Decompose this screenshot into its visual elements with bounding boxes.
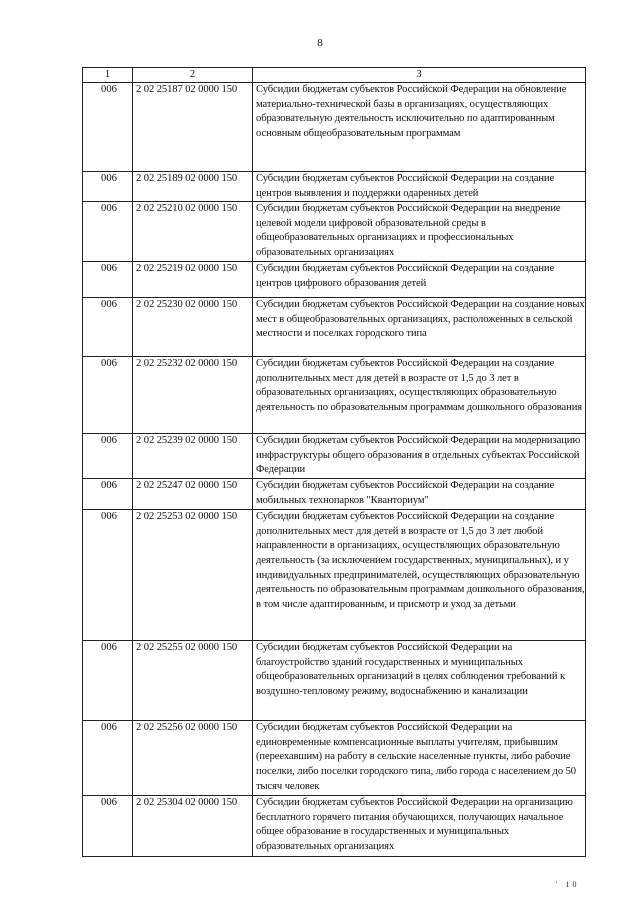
- page-number: 8: [317, 37, 323, 49]
- table-row: [83, 202, 586, 262]
- table-row: [83, 721, 586, 796]
- table-row: [83, 479, 586, 510]
- budget-code-cell: 2 02 25187 02 0000 150: [133, 83, 253, 172]
- admin-code-cell: 006: [83, 434, 133, 479]
- description-cell: Субсидии бюджетам субъектов Российской Федерации на создание новых мест в общеобразовательных организациях, расположенных в сельской местности и поселках городского типа: [253, 298, 586, 357]
- admin-code-cell: 006: [83, 298, 133, 357]
- description-cell: Субсидии бюджетам субъектов Российской Федерации на благоустройство зданий государственных и муниципальных общеобразовательных организаций в целях соблюдения требований к воздушно-тепловому режиму, водоснабжению и канализации: [253, 641, 586, 721]
- admin-code-cell: 006: [83, 796, 133, 857]
- admin-code-cell: 006: [83, 641, 133, 721]
- budget-code-cell: 2 02 25247 02 0000 150: [133, 479, 253, 510]
- column-header-3: 3: [253, 68, 586, 83]
- description-cell: Субсидии бюджетам субъектов Российской Федерации на организацию бесплатного горячего питания обучающихся, получающих начальное общее образование в государственных и муниципальных образовательных организациях: [253, 796, 586, 857]
- header-row: [83, 68, 586, 83]
- admin-code-cell: 006: [83, 172, 133, 202]
- table-row: [83, 434, 586, 479]
- description-cell: Субсидии бюджетам субъектов Российской Федерации на создание центров выявления и поддержки одаренных детей: [253, 172, 586, 202]
- table-row: [83, 510, 586, 641]
- admin-code-cell: 006: [83, 479, 133, 510]
- column-header-1: 1: [83, 68, 133, 83]
- table-row: [83, 83, 586, 172]
- table-row: [83, 796, 586, 857]
- description-cell: Субсидии бюджетам субъектов Российской Федерации на создание дополнительных мест для детей в возрасте от 1,5 до 3 лет любой направленности в организациях, осуществляющих образовательную деятельность (за исключением государственных, муниципальных), и у индивидуальных предпринимателей, осуществляющих образовательную деятельность по образовательным программам дошкольного образования, в том числе адаптированным, и присмотр и уход за детьми: [253, 510, 586, 641]
- table-row: [83, 357, 586, 434]
- budget-code-cell: 2 02 25239 02 0000 150: [133, 434, 253, 479]
- table-row: [83, 172, 586, 202]
- budget-code-cell: 2 02 25255 02 0000 150: [133, 641, 253, 721]
- description-cell: Субсидии бюджетам субъектов Российской Федерации на обновление материально-технической базы в организациях, осуществляющих образовательную деятельность исключительно по адаптированным основным общеобразовательным программам: [253, 83, 586, 172]
- description-cell: Субсидии бюджетам субъектов Российской Федерации на создание центров цифрового образования детей: [253, 262, 586, 298]
- budget-code-cell: 2 02 25210 02 0000 150: [133, 202, 253, 262]
- budget-code-cell: 2 02 25189 02 0000 150: [133, 172, 253, 202]
- column-header-2: 2: [133, 68, 253, 83]
- table-row: [83, 262, 586, 298]
- budget-classification-table: [82, 67, 586, 857]
- admin-code-cell: 006: [83, 510, 133, 641]
- admin-code-cell: 006: [83, 83, 133, 172]
- description-cell: Субсидии бюджетам субъектов Российской Федерации на единовременные компенсационные выплаты учителям, прибывшим (переехавшим) на работу в сельские населенные пункты, либо рабочие поселки, либо поселки городского типа, либо города с населением до 50 тысяч человек: [253, 721, 586, 796]
- table-row: [83, 641, 586, 721]
- budget-code-cell: 2 02 25253 02 0000 150: [133, 510, 253, 641]
- admin-code-cell: 006: [83, 357, 133, 434]
- description-cell: Субсидии бюджетам субъектов Российской Федерации на создание мобильных технопарков "Кванториум": [253, 479, 586, 510]
- budget-code-cell: 2 02 25219 02 0000 150: [133, 262, 253, 298]
- footer-mark: ' 10: [556, 880, 580, 889]
- table-row: [83, 298, 586, 357]
- budget-code-cell: 2 02 25304 02 0000 150: [133, 796, 253, 857]
- budget-code-cell: 2 02 25230 02 0000 150: [133, 298, 253, 357]
- description-cell: Субсидии бюджетам субъектов Российской Федерации на внедрение целевой модели цифровой образовательной среды в общеобразовательных организациях и профессиональных образовательных организациях: [253, 202, 586, 262]
- admin-code-cell: 006: [83, 202, 133, 262]
- description-cell: Субсидии бюджетам субъектов Российской Федерации на создание дополнительных мест для детей в возрасте от 1,5 до 3 лет в образовательных организациях, осуществляющих образовательную деятельность по образовательным программам дошкольного образования: [253, 357, 586, 434]
- admin-code-cell: 006: [83, 262, 133, 298]
- budget-code-cell: 2 02 25256 02 0000 150: [133, 721, 253, 796]
- description-cell: Субсидии бюджетам субъектов Российской Федерации на модернизацию инфраструктуры общего образования в отдельных субъектах Российской Федерации: [253, 434, 586, 479]
- admin-code-cell: 006: [83, 721, 133, 796]
- budget-code-cell: 2 02 25232 02 0000 150: [133, 357, 253, 434]
